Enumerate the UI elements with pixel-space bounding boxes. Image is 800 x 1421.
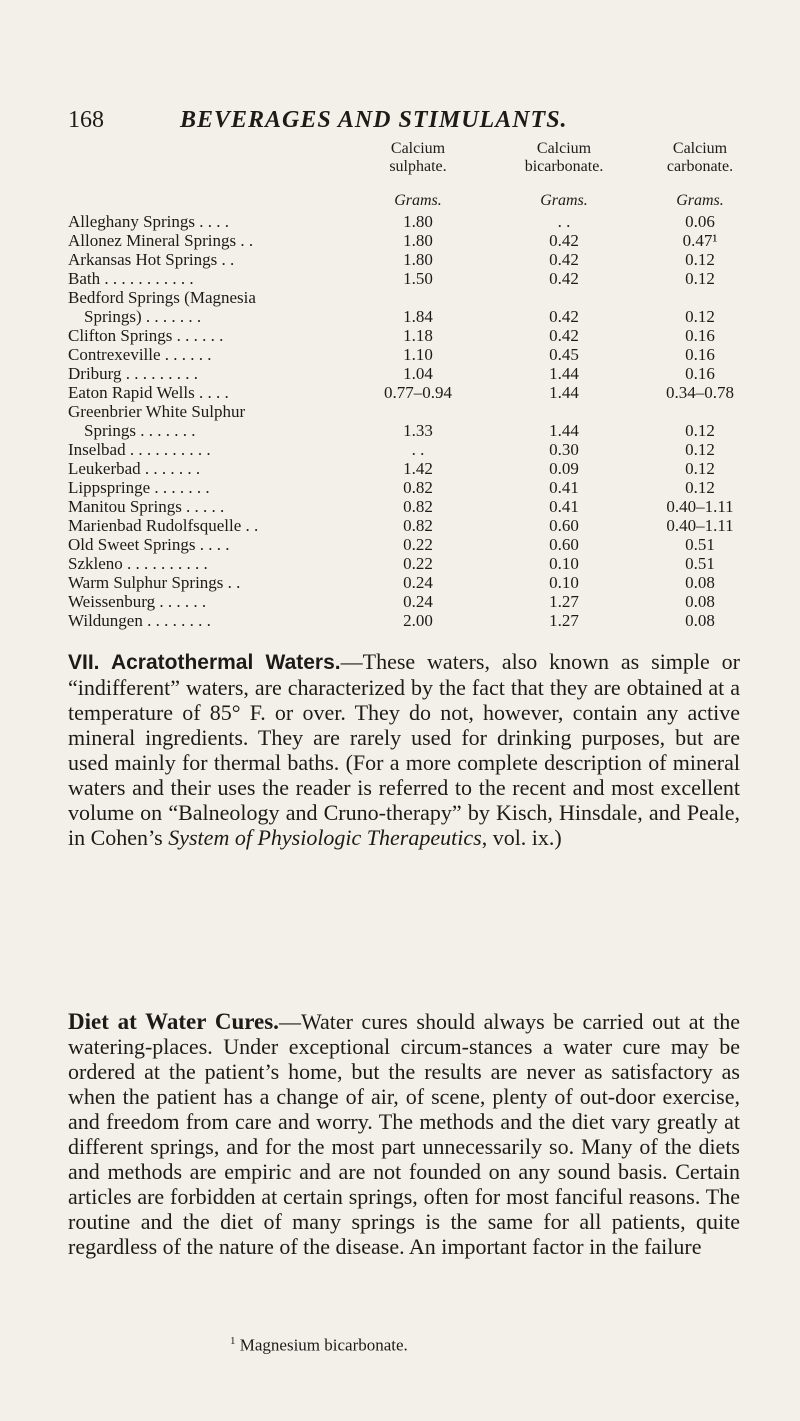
table-cell: 0.12: [685, 269, 715, 288]
table-row: [68, 592, 748, 611]
table-cell: 1.42: [403, 459, 433, 478]
table-cell: 1.27: [549, 611, 579, 630]
table-unit-row: [68, 190, 748, 212]
table-row: [68, 383, 748, 402]
table-cell: 0.51: [685, 535, 715, 554]
table-cell: 0.41: [549, 497, 579, 516]
table-cell: 1.80: [403, 212, 433, 231]
table-cell: 0.42: [549, 269, 579, 288]
page-number: 168: [68, 107, 104, 133]
table-row: [68, 535, 748, 554]
table-row: [68, 364, 748, 383]
section-diet-at-water-cures: [68, 1009, 740, 1259]
table-cell: 0.40–1.11: [666, 516, 734, 535]
table-cell: 1.10: [403, 345, 433, 364]
table-row: [68, 212, 748, 231]
table-cell: 1.33: [403, 421, 433, 440]
table-row: [68, 554, 748, 573]
table-cell: 0.47¹: [682, 231, 718, 250]
table-cell: 0.45: [549, 345, 579, 364]
row-spring-name: Eaton Rapid Wells . . . .: [68, 383, 229, 402]
table-cell: 1.80: [403, 250, 433, 269]
table-cell: 0.60: [549, 535, 579, 554]
table-row: [68, 231, 748, 250]
table-row: [68, 288, 748, 326]
table-column-headers: [68, 140, 748, 190]
column-header-calcium-bicarbonate: Calcium bicarbonate.: [524, 140, 604, 175]
table-row: [68, 345, 748, 364]
table-cell: 1.18: [403, 326, 433, 345]
table-cell: 0.09: [549, 459, 579, 478]
table-cell: . .: [411, 440, 425, 459]
table-cell: 1.44: [549, 364, 579, 383]
table-row: [68, 402, 748, 440]
table-body: [68, 212, 748, 630]
column-unit: Grams.: [394, 192, 442, 209]
row-spring-name: Wildungen . . . . . . . .: [68, 611, 211, 630]
table-cell: 0.42: [549, 326, 579, 345]
table-cell: 0.12: [685, 478, 715, 497]
paragraph: Diet at Water Cures.—Water cures should always be carried out at the watering-places. Under exceptional circum-stances a water cure may be ordered at the patient’s home, but the results are never as satisfactory as when the patient has a change of air, of scene, plenty of out-door exercise, and freedom from care and worry. The methods and the diet vary greatly at different springs, and for the most part unnecessarily so. Many of the diets and methods are empiric and are not founded on any sound basis. Certain articles are forbidden at certain springs, often for most fanciful reasons. The routine and the diet of many springs is the same for all patients, quite regardless of the nature of the disease. An important factor in the failure: [68, 1009, 740, 1259]
table-cell: 0.08: [685, 592, 715, 611]
table-cell: 1.84: [403, 307, 433, 326]
table-row: [68, 440, 748, 459]
table-row: [68, 250, 748, 269]
row-spring-name: Szkleno . . . . . . . . . .: [68, 554, 208, 573]
table-cell: 0.10: [549, 573, 579, 592]
table-cell: 0.12: [685, 440, 715, 459]
table-cell: 0.08: [685, 611, 715, 630]
row-spring-name: Bath . . . . . . . . . . .: [68, 269, 194, 288]
table-cell: 0.22: [403, 554, 433, 573]
column-unit: Grams.: [676, 192, 724, 209]
table-cell: 0.16: [685, 326, 715, 345]
table-cell: 0.42: [549, 250, 579, 269]
column-header-calcium-carbonate: Calcium carbonate.: [666, 140, 734, 175]
table-cell: 0.08: [685, 573, 715, 592]
row-spring-name: Contrexeville . . . . . .: [68, 345, 212, 364]
book-title: System of Physiologic Therapeutics: [168, 825, 482, 850]
table-cell: 0.82: [403, 478, 433, 497]
table-cell: 0.41: [549, 478, 579, 497]
table-cell: 0.51: [685, 554, 715, 573]
table-cell: 0.06: [685, 212, 715, 231]
row-spring-name: Leukerbad . . . . . . .: [68, 459, 201, 478]
table-row: [68, 478, 748, 497]
row-spring-name: Alleghany Springs . . . .: [68, 212, 230, 231]
row-spring-name: Lippspringe . . . . . . .: [68, 478, 210, 497]
table-cell: 0.82: [403, 497, 433, 516]
row-spring-name: Manitou Springs . . . . .: [68, 497, 225, 516]
row-spring-name: Clifton Springs . . . . . .: [68, 326, 224, 345]
table-cell: 2.00: [403, 611, 433, 630]
footnote-text: Magnesium bicarbonate.: [239, 1335, 408, 1355]
row-spring-name: Inselbad . . . . . . . . . .: [68, 440, 211, 459]
row-spring-name: Old Sweet Springs . . . .: [68, 535, 230, 554]
row-spring-name: Weissenburg . . . . . .: [68, 592, 207, 611]
table-cell: 0.42: [549, 231, 579, 250]
table-cell: 0.10: [549, 554, 579, 573]
table-cell: 1.44: [549, 421, 579, 440]
table-cell: 0.42: [549, 307, 579, 326]
column-unit: Grams.: [540, 192, 588, 209]
table-row: [68, 516, 748, 535]
table-cell: 1.44: [549, 383, 579, 402]
table-cell: 0.24: [403, 573, 433, 592]
section-acratothermal-waters: [68, 649, 740, 850]
mineral-water-table: [68, 140, 748, 630]
table-cell: 0.60: [549, 516, 579, 535]
table-cell: 0.34–0.78: [666, 383, 734, 402]
table-cell: 0.30: [549, 440, 579, 459]
table-row: [68, 326, 748, 345]
table-cell: 0.12: [685, 421, 715, 440]
column-header-calcium-sulphate: Calcium sulphate.: [389, 140, 447, 175]
running-head: [68, 100, 740, 140]
table-cell: 1.50: [403, 269, 433, 288]
table-cell: 0.82: [403, 516, 433, 535]
table-cell: 1.27: [549, 592, 579, 611]
section-heading: Diet at Water Cures.: [68, 1009, 279, 1034]
row-spring-name: Arkansas Hot Springs . .: [68, 250, 235, 269]
table-cell: 0.24: [403, 592, 433, 611]
table-row: [68, 269, 748, 288]
row-spring-name: Greenbrier White Sulphur Springs . . . . . . .: [68, 402, 246, 440]
row-spring-name: Bedford Springs (Magnesia Springs) . . . . . . .: [68, 288, 256, 326]
row-spring-name: Warm Sulphur Springs . .: [68, 573, 241, 592]
table-cell: . .: [557, 212, 571, 231]
table-row: [68, 459, 748, 478]
table-cell: 0.12: [685, 307, 715, 326]
table-cell: 0.40–1.11: [666, 497, 734, 516]
paragraph: VII. Acratothermal Waters.—These waters, also known as simple or “indifferent” waters, are characterized by the fact that they are obtained at a temperature of 85° F. or over. They do not, however, contain any active mineral ingredients. They are rarely used for drinking purposes, but are used mainly for thermal baths. (For a more complete description of mineral waters and their uses the reader is referred to the recent and most excellent volume on “Balneology and Cruno-therapy” by Kisch, Hinsdale, and Peale, in Cohen’s System of Physiologic Therapeutics, vol. ix.): [68, 649, 740, 850]
row-spring-name: Marienbad Rudolfsquelle . .: [68, 516, 259, 535]
table-cell: 0.22: [403, 535, 433, 554]
table-cell: 0.12: [685, 250, 715, 269]
table-cell: 0.16: [685, 345, 715, 364]
table-cell: 0.16: [685, 364, 715, 383]
table-cell: 0.12: [685, 459, 715, 478]
running-title: BEVERAGES AND STIMULANTS.: [180, 107, 568, 133]
row-spring-name: Allonez Mineral Springs . .: [68, 231, 254, 250]
footnote-mark: 1: [230, 1335, 236, 1347]
table-row: [68, 497, 748, 516]
table-row: [68, 611, 748, 630]
table-cell: 0.77–0.94: [384, 383, 452, 402]
section-heading: VII. Acratothermal Waters.: [68, 651, 341, 674]
table-cell: 1.80: [403, 231, 433, 250]
row-spring-name: Driburg . . . . . . . . .: [68, 364, 199, 383]
table-cell: 1.04: [403, 364, 433, 383]
table-row: [68, 573, 748, 592]
footnote: [230, 1331, 630, 1356]
